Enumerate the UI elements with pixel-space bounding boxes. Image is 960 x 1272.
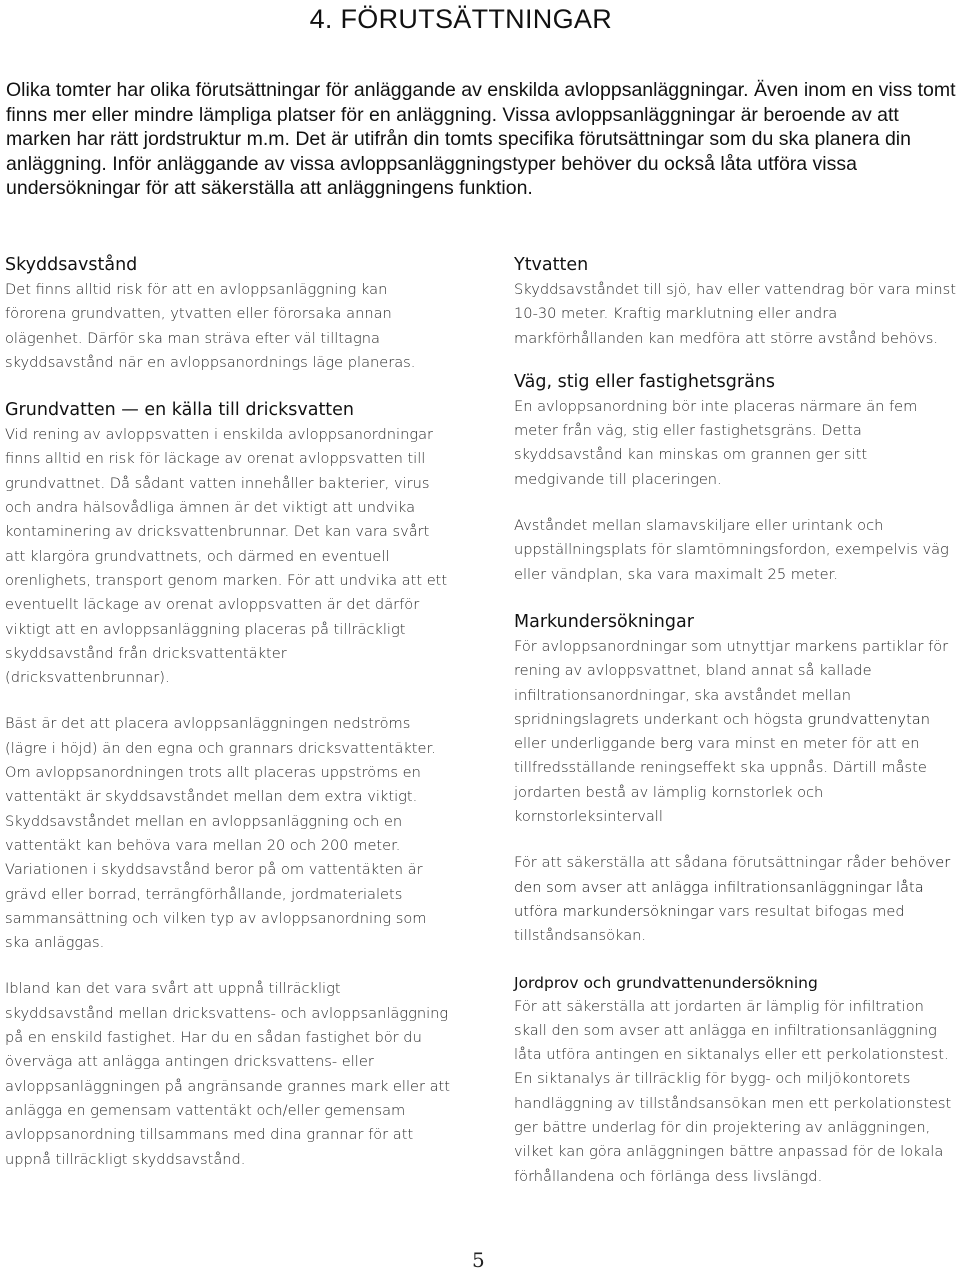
jordprov-text: För att säkerställa att jordarten är lämplig för infiltration skall den som avser att anlägga en infiltrationsanläggning låta utföra antingen en siktanalys eller ett perkolationstest. En siktanalys är tillräcklig för bygg- och miljökontorets handläggning av tillståndsansökan men ett perkolationstest ger bättre underlag för din projektering av anläggningen, vilket kan göra anläggningen bättre anpassad för de lokala förhållandena och förlänga dess livslängd. <box>514 997 952 1185</box>
heading-grundvatten: Grundvatten — en källa till dricksvatten <box>5 400 355 421</box>
term-grundvattenytan: grundvattenytan <box>807 710 930 728</box>
vag-text: En avloppsanordning bör inte placeras närmare än fem meter från väg, stig eller fastighetsgräns. Detta skyddsavstånd kan minskas om grannen ger sitt medgivande till placeringen. <box>514 397 918 488</box>
markundersokningar-text <box>514 635 960 829</box>
page-title: 4. FÖRUTSÄTTNINGAR <box>309 4 612 34</box>
heading-vag: Väg, stig eller fastighetsgräns <box>514 371 776 392</box>
mark-text-part-c: vara minst en meter för att en tillfredsställande reningseffekt ska uppnås. Därtill måste jordarten bestå av lämplig kornstorlek och kornstorleksintervall <box>514 735 927 826</box>
grundvatten-text: Vid rening av avloppsvatten i enskilda avloppsanordningar finns alltid en risk för läckage av orenat avloppsvatten till grundvattnet. Då sådant vatten innehåller bakterier, virus och andra hälsovådliga ämnen är det viktigt att undvika kontaminering av dricksvattenbrunnar. Det kan vara svårt att klargöra grundvattnets, och därmed en eventuell orenlighets, transport genom marken. För att undvika att ett eventuellt läckage av orenat avloppsvatten är det därför viktigt att en avloppsanläggning placeras på tillräckligt skyddsavstånd från dricksvattentäkter (dricksvattenbrunnar). <box>5 426 448 687</box>
heading-skyddsavstand: Skyddsavstånd <box>5 255 138 275</box>
sakerstalla-text <box>514 851 960 948</box>
skyddsavstand-text: Det finns alltid risk för att en avloppsanläggning kan förorena grundvatten, ytvatten eller förorsaka annan olägenhet. Därför ska man sträva efter väl tilltagna skyddsavstånd när en avloppsanordnings läge planeras. <box>5 281 416 371</box>
heading-ytvatten: Ytvatten <box>514 255 589 275</box>
sak-text-part-a: För att säkerställa att sådana förutsättningar råder <box>514 854 891 872</box>
best-placement-text: Bäst är det att placera avloppsanläggningen nedströms (lägre i höjd) än den egna och grannars dricksvattentäkter. Om avloppsanordningen trots allt placeras uppströms en vattentäkt är skyddsavståndet mellan dem extra viktigt. Skyddsavståndet mellan en avloppsanläggning och en vattentäkt kan behöva vara mellan 20 och 200 meter. Variationen i skyddsavstånd beror på om vattentäkten är grävd eller borrad, terrängförhållande, jordmaterialets sammansättning och vilken typ av avloppsanordning som ska anläggas. <box>5 715 436 952</box>
intro-paragraph: Olika tomter har olika förutsättningar för anläggande av enskilda avloppsanläggningar. Även inom en viss tomt finns mer eller mindre lämpliga platser för en anläggning. Vissa avloppsanläggningar är beroende av att marken har rätt jordstruktur m.m. Det är utifrån din tomts specifika förutsättningar som du ska planera din anläggning. Inför anläggande av vissa avloppsanläggningstyper behöver du också låta utföra vissa undersökningar för att säkerställa att anläggningens funktion. <box>6 79 956 199</box>
neighbour-text: Ibland kan det vara svårt att uppnå tillräckligt skyddsavstånd mellan dricksvattens- och avloppsanläggning på en enskild fastighet. Har du en sådan fastighet bör du överväga att anlägga antingen dricksvattens- eller avloppsanläggningen på angränsande grannes mark eller att anlägga en gemensam vattentäkt och/eller gemensam avloppsanordning tillsammans med dina grannar för att uppnå tillräckligt skyddsavstånd. <box>5 980 451 1168</box>
left-column <box>5 252 453 1172</box>
mark-text-part-a: För avloppsanordningar som utnyttjar markens partiklar för rening av avloppsvattnet, bland annat så kallade infiltrationsanordningar, ska avståndet mellan spridningslagrets underkant och högsta <box>514 637 949 728</box>
right-column <box>514 252 960 1189</box>
heading-jordprov: Jordprov och grundvattenundersökning <box>514 973 818 992</box>
heading-markundersokningar: Markundersökningar <box>514 611 694 632</box>
avstand-text: Avståndet mellan slamavskiljare eller urintank och uppställningsplats för slamtömningsfordon, exempelvis väg eller vändplan, ska vara maximalt 25 meter. <box>514 517 949 583</box>
term-markundersokningar: behöver den som avser att anlägga infiltrationsanläggningar låta utföra markundersökningar <box>514 854 951 920</box>
mark-text-part-b: eller underliggande <box>514 735 661 753</box>
page-number: 5 <box>472 1248 485 1272</box>
term-berg: berg <box>660 735 693 753</box>
ytvatten-text: Skyddsavståndet till sjö, hav eller vattendrag bör vara minst 10-30 meter. Kraftig marklutning eller andra markförhållanden kan medföra att större avstånd behövs. <box>514 281 956 347</box>
sak-text-part-b: vars resultat bifogas med tillståndsansökan. <box>514 902 905 945</box>
